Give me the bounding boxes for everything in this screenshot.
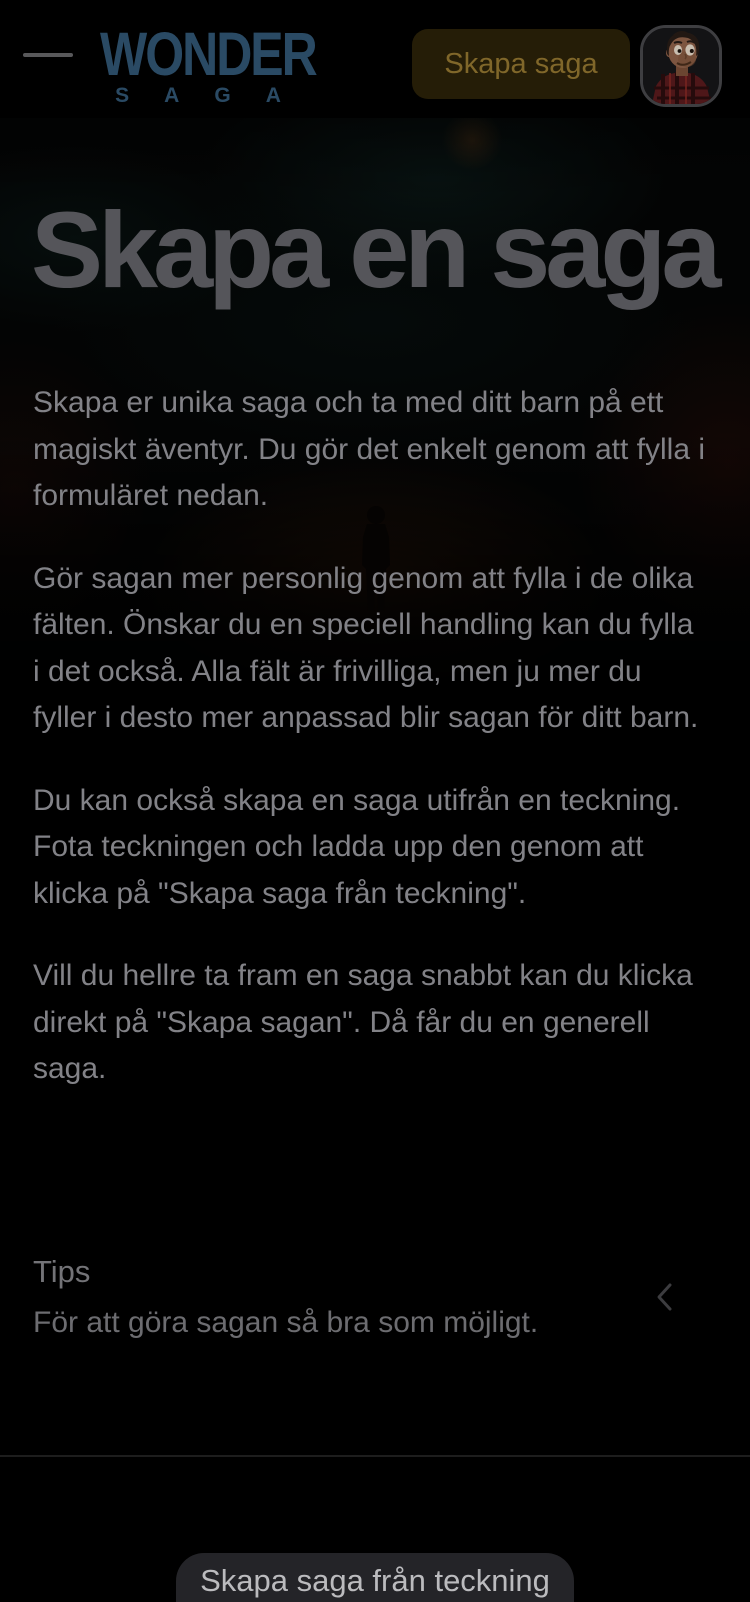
intro-text <box>33 380 705 1129</box>
page-title: Skapa en saga <box>31 189 717 310</box>
chevron-left-icon[interactable] <box>655 1282 673 1312</box>
logo[interactable] <box>100 20 316 107</box>
tips-accordion[interactable] <box>33 1254 717 1340</box>
create-from-drawing-button[interactable]: Skapa saga från teckning <box>176 1553 574 1602</box>
intro-paragraph: Gör sagan mer personlig genom att fylla i de olika fälten. Önskar du en speciell handling kan du fylla i det också. Alla fält är frivilliga, men ju mer du fyller i desto mer anpassad blir sagan för ditt barn. <box>33 561 699 734</box>
tips-title: Tips <box>33 1254 91 1289</box>
avatar[interactable] <box>640 25 722 107</box>
divider <box>0 1455 750 1457</box>
intro-paragraph: Du kan också skapa en saga utifrån en teckning. Fota teckningen och ladda upp den genom att klicka på "Skapa saga från teckning". <box>33 783 681 910</box>
create-saga-button[interactable]: Skapa saga <box>412 29 630 99</box>
tips-description: För att göra sagan så bra som möjligt. <box>33 1306 539 1339</box>
intro-paragraph: Skapa er unika saga och ta med ditt barn på ett magiskt äventyr. Du gör det enkelt genom att fylla i formuläret nedan. <box>33 386 705 512</box>
logo-subtitle: S A G A <box>115 84 296 107</box>
logo-wordmark: WONDER <box>100 20 316 89</box>
intro-paragraph: Vill du hellre ta fram en saga snabbt kan du klicka direkt på "Skapa sagan". Då får du en generell saga. <box>33 959 693 1085</box>
menu-icon[interactable] <box>23 53 73 57</box>
avatar-image <box>643 28 719 104</box>
